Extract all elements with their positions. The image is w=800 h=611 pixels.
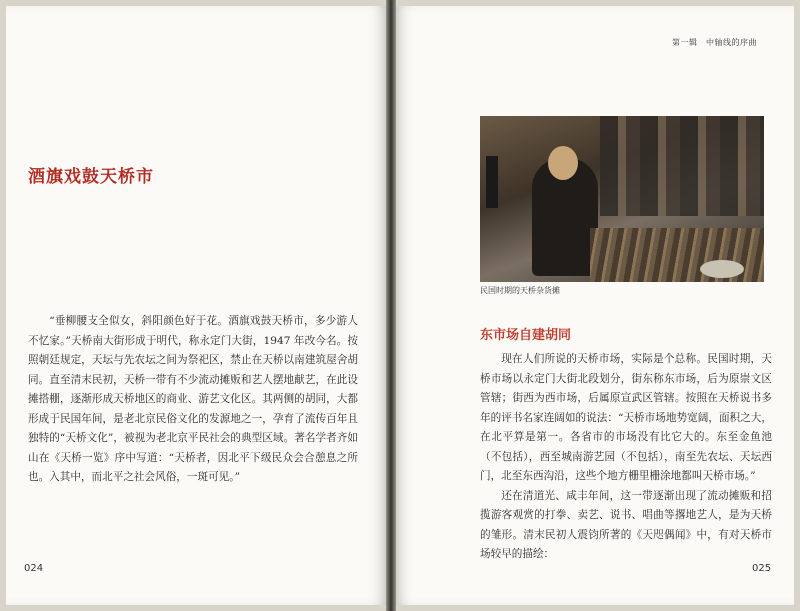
- photo-sign: [486, 156, 498, 208]
- left-paragraph: “垂柳腰支全似女，斜阳颜色好于花。酒旗戏鼓天桥市，多少游人不忆家。”天桥南大街形成于明代，称永定门大街，1947 年改今名。按照朝廷规定，天坛与先农坛之间为祭祀区，禁止在天桥以南建筑屋舍胡同。直至清末民初，天桥一带有不少流动摊贩和艺人摆地献艺，在此设摊搭棚，逐渐形成天桥地区的商业、游艺文化区。其两侧的胡同，大都形成于民国年间，是老北京民俗文化的发源地之一，孕育了流传百年且独特的“天桥文化”，被视为老北京平民社会的典型区域。著名学者齐如山在《天桥一览》序中写道：“天桥者，因北平下级民众会合憩息之所也。入其中，而北平之社会风俗，一斑可见。”: [28, 315, 358, 483]
- photo-bowl: [700, 260, 744, 278]
- chapter-title: 酒旗戏鼓天桥市: [28, 167, 154, 187]
- historical-photo: [480, 116, 764, 282]
- photo-vendor-head: [548, 146, 578, 180]
- page-number-right: 025: [752, 563, 772, 574]
- right-text-block: [480, 350, 772, 565]
- right-paragraph-2: 还在清道光、咸丰年间，这一带逐渐出现了流动摊贩和招揽游客观赏的打拳、卖艺、说书、唱曲等撂地艺人，是为天桥的雏形。清末民初人震钧所著的《天咫偶闻》中，有对天桥市场较早的描绘：: [480, 489, 772, 560]
- photo-crowd: [600, 116, 764, 216]
- book-spine: [386, 0, 396, 611]
- right-paragraph-1: 现在人们所说的天桥市场，实际是个总称。民国时期，天桥市场以永定门大街北段划分，街东称东市场，后为原崇文区管辖；街西为西市场，后属原宣武区管辖。按照在天桥说书多年的评书名家连阔如的说法：“天桥市场地势宽阔，面积之大，在北平算是第一。各省市的市场没有比它大的。东至金鱼池（不包括），西至城南游艺园（不包括），南至先农坛、天坛西门，北至东西沟沿，这些个地方栅里栅涂地都叫天桥市场。”: [480, 353, 772, 482]
- section-title: 东市场自建胡同: [480, 328, 572, 343]
- running-head: 第一辑 中轴线的序曲: [672, 38, 757, 47]
- photo-caption: 民国时期的天桥杂货摊: [480, 286, 560, 295]
- page-number-left: 024: [24, 563, 44, 574]
- left-page: [6, 6, 390, 605]
